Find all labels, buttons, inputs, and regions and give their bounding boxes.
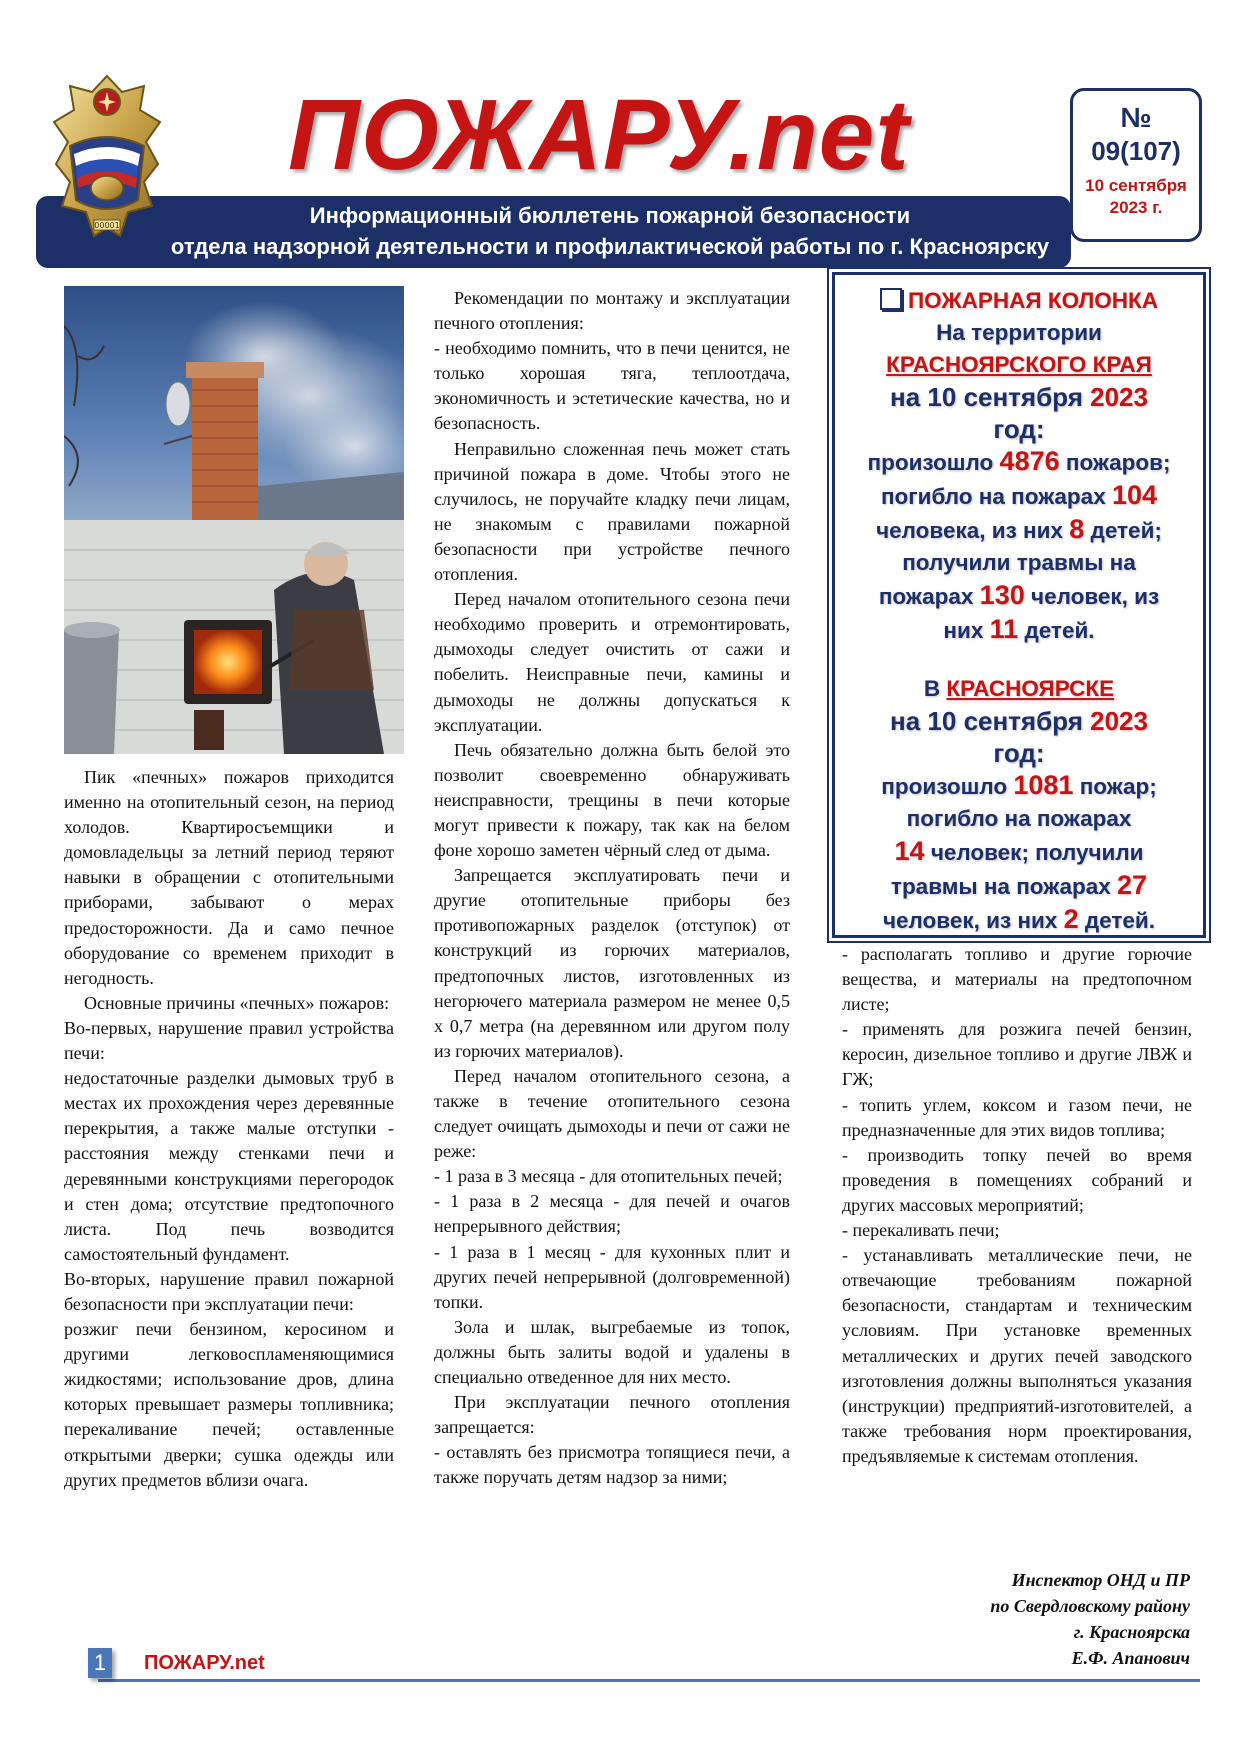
- man-at-stove-photo: [64, 520, 404, 754]
- col2-para-1: Рекомендации по монтажу и эксплуатации печного отопления:: [434, 288, 790, 334]
- col1-para-6: розжиг печи бензином, керосином и другими легковоспламеняющимися жидкостями; использование дров, длина которых превышает размеры топливника; перекаливание печей; оставленные открытыми дверки; сушка одежды или других предметов вблизи очага.: [64, 1319, 394, 1490]
- issue-symbol: №: [1120, 102, 1152, 133]
- col2-para-3: Неправильно сложенная печь может стать причиной пожара в доме. Чтобы этого не случилось, не поручайте кладку печи лицам, не знакомым с правилами пожарной безопасности при устройстве печного отопления.: [434, 438, 790, 585]
- region-date-suffix: год:: [993, 414, 1045, 444]
- region-intro: На территории: [936, 320, 1102, 345]
- region-child-deaths: человека, из них 8 детей;: [876, 514, 1162, 544]
- col2-para-8: - 1 раза в 3 месяца - для отопительных печей;: [434, 1166, 783, 1187]
- issue-box: [1070, 88, 1202, 242]
- region-date: на 10 сентября 2023: [890, 382, 1148, 412]
- col1-para-5: Во-вторых, нарушение правил пожарной безопасности при эксплуатации печи:: [64, 1268, 394, 1314]
- footer-title: ПОЖАРУ.net: [144, 1652, 265, 1674]
- region-child-injuries: них 11 детей.: [943, 614, 1095, 644]
- signature-line-4: Е.Ф. Апанович: [1071, 1648, 1190, 1668]
- col2-para-7: Перед началом отопительного сезона, а также в течение отопительного сезона следует очищать дымоходы и печи от сажи не реже:: [434, 1065, 790, 1162]
- subtitle-line-2: отдела надзорной деятельности и профилактической работы по г. Красноярску: [170, 234, 1050, 259]
- col1-para-2: Основные причины «печных» пожаров:: [84, 992, 390, 1013]
- col2-para-9: - 1 раза в 2 месяца - для печей и очагов непрерывного действия;: [434, 1191, 790, 1237]
- region-name: КРАСНОЯРСКОГО КРАЯ: [886, 352, 1152, 377]
- signature-line-3: г. Красноярска: [1073, 1622, 1190, 1642]
- region-injuries-intro: получили травмы на: [902, 550, 1136, 575]
- col2-para-12: При эксплуатации печного отопления запрещается:: [434, 1392, 790, 1438]
- region-deaths: погибло на пожарах 104: [880, 480, 1158, 510]
- city-fires: произошло 1081 пожар;: [881, 770, 1157, 800]
- region-fires: произошло 4876 пожаров;: [867, 446, 1171, 476]
- city-intro: В КРАСНОЯРСКЕ: [923, 676, 1115, 701]
- banner-subtitle: [150, 200, 1070, 262]
- col2-para-4: Перед началом отопительного сезона печи необходимо проверить и отремонтировать, дымоходы следует очистить от сажи и побелить. Неисправные печи, камины и дымоходы не должны допускаться к эксплуатации.: [434, 589, 790, 735]
- col2-para-13: - оставлять без присмотра топящиеся печи, а также поручать детям надзор за ними;: [434, 1442, 790, 1488]
- signature-line-2: по Свердловскому району: [990, 1596, 1190, 1616]
- col1-para-1: Пик «печных» пожаров приходится именно на отопительный сезон, на период холодов. Квартиросъемщики и домовладельцы за летний период теряют навыки в обращении с отопительными приборами, забывают о мерах предосторожности. Да и само печное оборудование со временем приходит в негодность.: [64, 767, 394, 988]
- fire-column-content: [835, 285, 1203, 937]
- column-2: [434, 286, 790, 1491]
- checkbox-icon: [880, 288, 902, 310]
- column-1: [64, 765, 394, 1493]
- city-child-injuries: человек, из них 2 детей.: [882, 904, 1156, 934]
- col3-para-5: - перекаливать печи;: [842, 1220, 1000, 1241]
- col2-para-11: Зола и шлак, выгребаемые из топок, должны быть залиты водой и удалены в специально отведенное для них место.: [434, 1316, 790, 1388]
- city-injuries: травмы на пожарах 27: [890, 870, 1148, 900]
- issue-date: [1073, 175, 1199, 219]
- city-deaths: 14 человек; получили: [894, 836, 1144, 866]
- svg-text:00001: 00001: [94, 221, 120, 230]
- fire-column-box: [832, 272, 1206, 938]
- col3-para-3: - топить углем, коксом и газом печи, не предназначенные для этих видов топлива;: [842, 1094, 1192, 1140]
- col2-para-2: - необходимо помнить, что в печи ценится, не только хорошая тяга, теплоотдача, экономичность и эстетические качества, но и безопасность.: [434, 338, 790, 434]
- col3-para-1: - располагать топливо и другие горючие вещества, и материалы на предтопочном листе;: [842, 944, 1192, 1015]
- region-injuries: пожарах 130 человек, из: [878, 580, 1160, 610]
- column-3: [842, 942, 1192, 1469]
- signature-line-1: Инспектор ОНД и ПР: [1011, 1570, 1190, 1590]
- bulletin-title: ПОЖАРУ.net: [288, 79, 910, 191]
- col2-para-6: Запрещается эксплуатировать печи и другие отопительные приборы без противопожарных разделок (отступок) от конструкций из горючих материалов, предтопочных листов, изготовленных из негорючего материала размером не менее 0,5 х 0,7 метра (на деревянном или другом полу из горючих материалов).: [434, 865, 790, 1061]
- col3-para-6: - устанавливать металлические печи, не отвечающие требованиям пожарной безопасности, стандартам и техническим условиям. При установке временных металлических и других печей заводского изготовления должны выполняться указания (инструкции) предприятий-изготовителей, а также требования норм проектирования, предъявляемые к системам отопления.: [842, 1245, 1192, 1466]
- col2-para-10: - 1 раза в 1 месяц - для кухонных плит и других печей непрерывной (долговременной) топки.: [434, 1241, 790, 1312]
- subtitle-line-1: Информационный бюллетень пожарной безопасности: [309, 203, 911, 228]
- issue-date-line-1: 10 сентября: [1085, 176, 1187, 195]
- chimney-smoke-photo: [64, 286, 404, 520]
- signature: [880, 1567, 1190, 1671]
- col3-para-2: - применять для розжига печей бензин, керосин, дизельное топливо и другие ЛВЖ и ГЖ;: [842, 1019, 1192, 1090]
- col3-para-4: - производить топку печей во время проведения в помещениях собраний и других массовых мероприятий;: [842, 1144, 1192, 1215]
- col2-para-5: Печь обязательно должна быть белой это позволит своевременно обнаруживать неисправности, трещины в печи которые могут привести к пожару, так как на белом фоне хорошо заметен чёрный след от дыма.: [434, 739, 790, 861]
- issue-number: 09(107): [1091, 136, 1181, 166]
- issue-date-line-2: 2023 г.: [1109, 198, 1163, 217]
- city-date: на 10 сентября 2023: [890, 706, 1148, 736]
- col1-para-3: Во-первых, нарушение правил устройства печи:: [64, 1017, 394, 1064]
- city-deaths-intro: погибло на пожарах: [906, 806, 1132, 831]
- col1-para-4: недостаточные разделки дымовых труб в местах их прохождения через деревянные перекрытия, а также малые отступки - расстояния между стенками печи и деревянными конструкциями перегородок и стен дома; отсутствие предтопочного листа. Под печь возводится самостоятельный фундамент.: [64, 1068, 394, 1264]
- city-date-suffix: год:: [993, 738, 1045, 768]
- fire-service-emblem-icon: [48, 72, 166, 242]
- page-number: 1: [88, 1648, 112, 1678]
- fire-column-heading: ПОЖАРНАЯ КОЛОНКА: [835, 285, 1203, 317]
- footer-divider: [98, 1679, 1200, 1682]
